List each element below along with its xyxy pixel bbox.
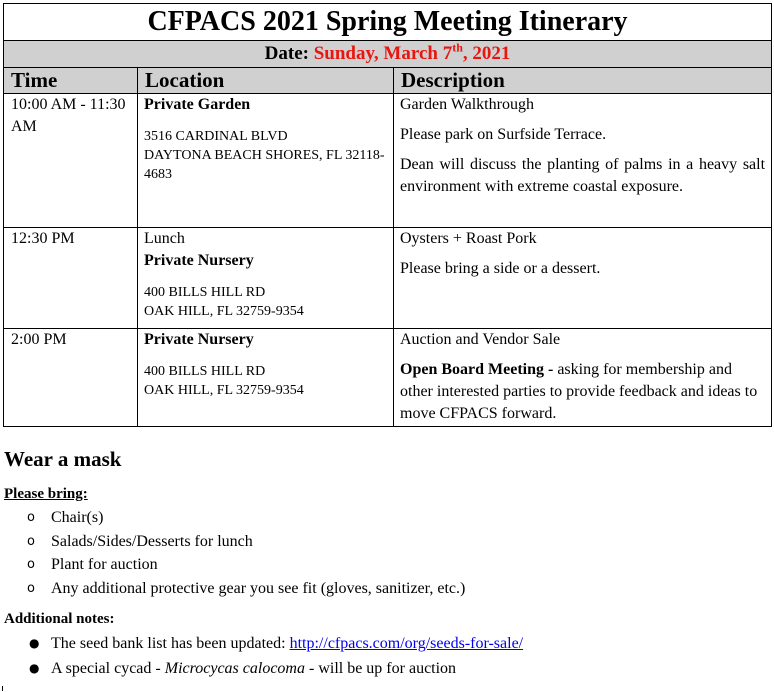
notes-list bbox=[4, 631, 770, 681]
list-item: o Salads/Sides/Desserts for lunch bbox=[4, 530, 770, 554]
row-description bbox=[394, 228, 772, 329]
row-location bbox=[138, 94, 394, 228]
circle-bullet-icon: o bbox=[27, 533, 35, 549]
date-label: Date: bbox=[264, 43, 309, 64]
notes-section bbox=[4, 445, 770, 681]
location-event: Lunch bbox=[144, 230, 185, 247]
header-description: Description bbox=[394, 68, 772, 94]
page-edge-mark bbox=[2, 686, 3, 691]
disc-bullet-icon: ● bbox=[29, 636, 40, 650]
list-item: o Plant for auction bbox=[4, 553, 770, 577]
itinerary-row bbox=[4, 228, 772, 329]
row-time: 12:30 PM bbox=[4, 228, 138, 329]
list-item: ● A special cycad - Microcycas calocoma - will be up for auction bbox=[4, 656, 770, 681]
seed-bank-link[interactable]: http://cfpacs.com/org/seeds-for-sale/ bbox=[289, 635, 524, 652]
date-row bbox=[4, 41, 772, 68]
itinerary-row bbox=[4, 94, 772, 228]
description-detail: Dean will discuss the planting of palms in a heavy salt environment with extreme coastal exposure. bbox=[400, 156, 766, 195]
itinerary-row bbox=[4, 329, 772, 427]
location-address: 400 BILLS HILL RD OAK HILL, FL 32759-9354 bbox=[144, 364, 304, 398]
date-value: Sunday, March 7th, 2021 bbox=[313, 40, 511, 64]
list-item: o Any additional protective gear you see fit (gloves, sanitizer, etc.) bbox=[4, 577, 770, 601]
location-name: Private Garden bbox=[144, 96, 251, 113]
header-location: Location bbox=[138, 68, 394, 94]
mask-notice: Wear a mask bbox=[4, 447, 122, 471]
row-time: 10:00 AM - 11:30 AM bbox=[4, 94, 138, 228]
header-time: Time bbox=[4, 68, 138, 94]
description-note: Please bring a side or a dessert. bbox=[400, 260, 601, 277]
row-description bbox=[394, 329, 772, 427]
itinerary-table bbox=[3, 3, 772, 427]
header-row bbox=[4, 68, 772, 94]
bring-list bbox=[4, 506, 770, 600]
circle-bullet-icon: o bbox=[27, 557, 35, 572]
disc-bullet-icon: ● bbox=[29, 661, 40, 675]
description-detail: Open Board Meeting - asking for membership and other interested parties to provide feedback and ideas to move CFPACS forward. bbox=[400, 361, 758, 422]
description-title: Auction and Vendor Sale bbox=[400, 331, 561, 348]
bring-heading: Please bring: bbox=[4, 486, 88, 502]
location-name: Private Nursery bbox=[144, 331, 254, 348]
list-item: o Chair(s) bbox=[4, 506, 770, 530]
location-address: 3516 CARDINAL BLVD DAYTONA BEACH SHORES, FL 32118-4683 bbox=[144, 129, 385, 182]
location-address: 400 BILLS HILL RD OAK HILL, FL 32759-9354 bbox=[144, 285, 304, 319]
row-description bbox=[394, 94, 772, 228]
notes-heading: Additional notes: bbox=[4, 611, 115, 627]
description-title: Oysters + Roast Pork bbox=[400, 230, 537, 247]
list-item: ● The seed bank list has been updated: http://cfpacs.com/org/seeds-for-sale/ bbox=[4, 631, 770, 656]
document-title: CFPACS 2021 Spring Meeting Itinerary bbox=[4, 4, 772, 41]
row-location bbox=[138, 329, 394, 427]
circle-bullet-icon: o bbox=[27, 510, 35, 525]
row-location bbox=[138, 228, 394, 329]
circle-bullet-icon: o bbox=[27, 580, 35, 596]
location-name: Private Nursery bbox=[144, 252, 254, 269]
description-note: Please park on Surfside Terrace. bbox=[400, 126, 607, 143]
description-title: Garden Walkthrough bbox=[400, 96, 534, 113]
row-time: 2:00 PM bbox=[4, 329, 138, 427]
